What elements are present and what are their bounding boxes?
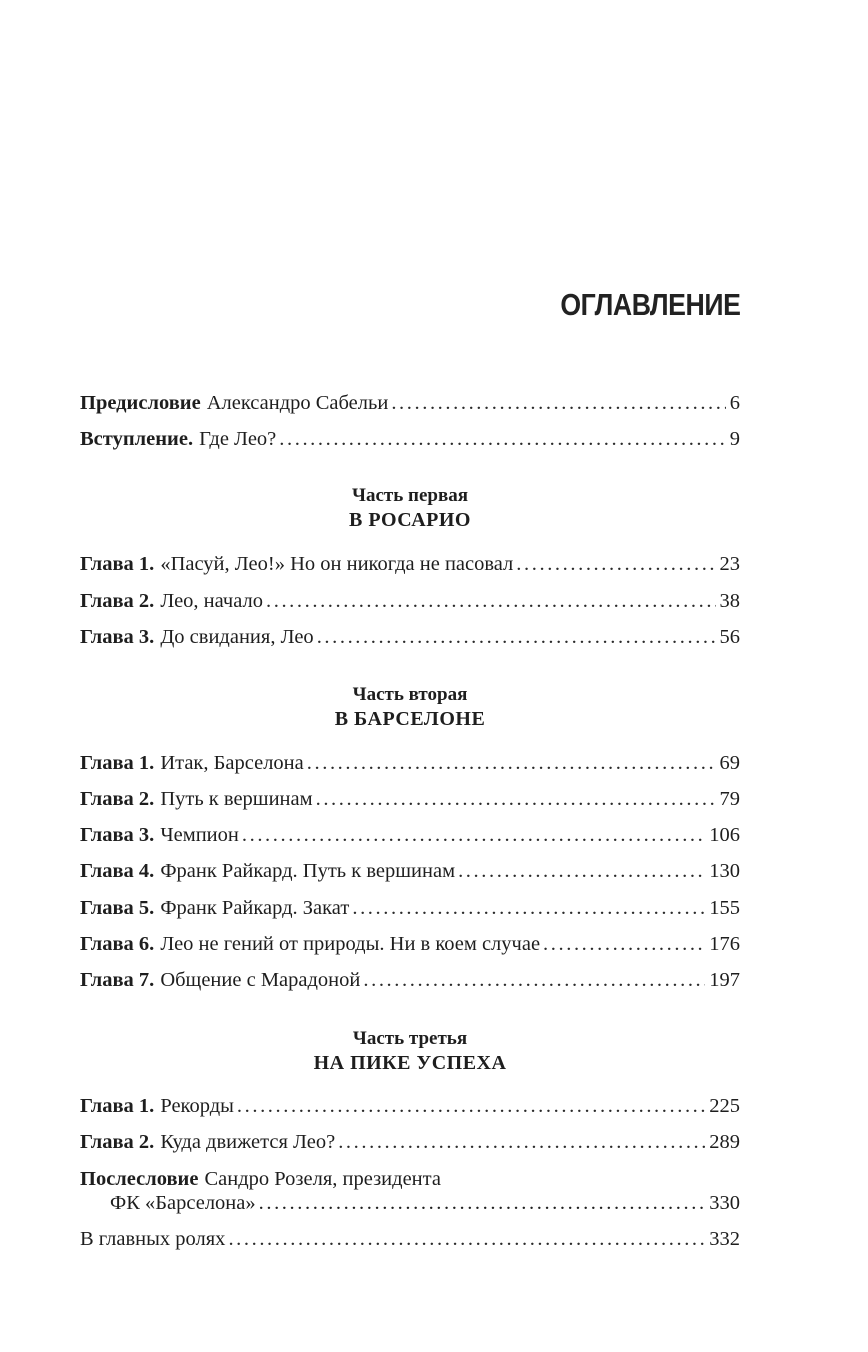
entry-label: Вступление. xyxy=(80,428,194,450)
toc-entry-chapter[interactable] xyxy=(80,859,740,883)
page-number: 155 xyxy=(709,897,740,919)
page-number: 130 xyxy=(709,860,740,882)
page-number: 330 xyxy=(709,1192,740,1214)
entry-title: «Пасуй, Лео!» Но он никогда не пасовал xyxy=(160,553,514,575)
toc-entry-preface[interactable] xyxy=(80,391,740,415)
page-number: 332 xyxy=(709,1228,740,1250)
toc-entry-chapter[interactable] xyxy=(80,932,740,956)
toc-entry-chapter[interactable] xyxy=(80,552,740,576)
page-title: ОГЛАВЛЕНИЕ xyxy=(559,287,740,322)
entry-title: Итак, Барселона xyxy=(160,752,304,774)
dot-leader xyxy=(317,625,716,649)
toc-entry-chapter[interactable] xyxy=(80,589,740,613)
page-number: 69 xyxy=(719,752,740,774)
entry-label: Предисловие xyxy=(80,392,201,414)
entry-label: Глава 7. xyxy=(80,969,155,991)
dot-leader xyxy=(516,552,715,576)
entry-title: Чемпион xyxy=(160,824,239,846)
part-name: НА ПИКЕ УСПЕХА xyxy=(313,1052,507,1074)
entry-title-continued: ФК «Барселона» xyxy=(110,1192,256,1214)
dot-leader xyxy=(316,787,716,811)
toc-entry-chapter[interactable] xyxy=(80,823,740,847)
part-name: В БАРСЕЛОНЕ xyxy=(334,708,486,730)
dot-leader xyxy=(458,859,705,883)
part-name: В РОСАРИО xyxy=(349,509,471,531)
part-label: Часть третья xyxy=(352,1028,468,1049)
dot-leader xyxy=(391,391,725,415)
entry-label: Глава 2. xyxy=(80,1131,155,1153)
entry-title: Сандро Розеля, президента xyxy=(204,1168,441,1190)
entry-title: Рекорды xyxy=(160,1095,234,1117)
entry-title: До свидания, Лео xyxy=(160,626,314,648)
part-heading-2 xyxy=(80,683,740,731)
toc-entry-afterword[interactable] xyxy=(80,1167,740,1215)
entry-label: Глава 1. xyxy=(80,752,155,774)
entry-label: Глава 1. xyxy=(80,1095,155,1117)
toc-entry-chapter[interactable] xyxy=(80,968,740,992)
dot-leader xyxy=(352,896,705,920)
dot-leader xyxy=(228,1227,705,1251)
entry-title: В главных ролях xyxy=(80,1228,226,1250)
entry-title: Франк Райкард. Путь к вершинам xyxy=(160,860,456,882)
entry-title: Путь к вершинам xyxy=(160,788,313,810)
toc-entry-cast[interactable] xyxy=(80,1227,740,1251)
entry-label: Глава 3. xyxy=(80,824,155,846)
toc-entry-chapter[interactable] xyxy=(80,1094,740,1118)
page-number: 197 xyxy=(709,969,740,991)
part-heading-1 xyxy=(80,484,740,532)
part-label: Часть первая xyxy=(352,485,468,506)
dot-leader xyxy=(307,751,716,775)
page-number: 38 xyxy=(719,590,740,612)
entry-title: Куда движется Лео? xyxy=(160,1131,336,1153)
afterword-line-1 xyxy=(80,1167,740,1191)
page-number: 106 xyxy=(709,824,740,846)
page-number: 225 xyxy=(709,1095,740,1117)
dot-leader xyxy=(266,589,716,613)
entry-label: Глава 6. xyxy=(80,933,155,955)
toc-entry-chapter[interactable] xyxy=(80,896,740,920)
page-number: 6 xyxy=(729,392,740,414)
page-number: 23 xyxy=(719,553,740,575)
page-number: 56 xyxy=(719,626,740,648)
dot-leader xyxy=(338,1130,705,1154)
entry-title: Лео не гений от природы. Ни в коем случае xyxy=(160,933,541,955)
entry-label: Глава 2. xyxy=(80,590,155,612)
dot-leader xyxy=(279,427,725,451)
entry-title: Франк Райкард. Закат xyxy=(160,897,350,919)
afterword-line-2 xyxy=(80,1191,740,1215)
entry-label: Глава 2. xyxy=(80,788,155,810)
dot-leader xyxy=(259,1191,706,1215)
dot-leader xyxy=(242,823,705,847)
toc-entry-chapter[interactable] xyxy=(80,1130,740,1154)
entry-title: Общение с Марадоной xyxy=(160,969,361,991)
toc-entry-chapter[interactable] xyxy=(80,751,740,775)
entry-label: Глава 4. xyxy=(80,860,155,882)
entry-label: Глава 1. xyxy=(80,553,155,575)
entry-label: Глава 5. xyxy=(80,897,155,919)
entry-label: Глава 3. xyxy=(80,626,155,648)
toc-entry-chapter[interactable] xyxy=(80,787,740,811)
page-number: 176 xyxy=(709,933,740,955)
toc-entry-chapter[interactable] xyxy=(80,625,740,649)
page-number: 79 xyxy=(719,788,740,810)
entry-title: Лео, начало xyxy=(160,590,263,612)
dot-leader xyxy=(237,1094,705,1118)
page-number: 9 xyxy=(729,428,740,450)
entry-title: Александро Сабельи xyxy=(206,392,389,414)
dot-leader xyxy=(363,968,705,992)
entry-label: Послесловие xyxy=(80,1168,199,1190)
part-heading-3 xyxy=(80,1027,740,1075)
dot-leader xyxy=(543,932,705,956)
toc-entry-introduction[interactable] xyxy=(80,427,740,451)
entry-title: Где Лео? xyxy=(199,428,277,450)
page-number: 289 xyxy=(709,1131,740,1153)
part-label: Часть вторая xyxy=(352,684,468,705)
